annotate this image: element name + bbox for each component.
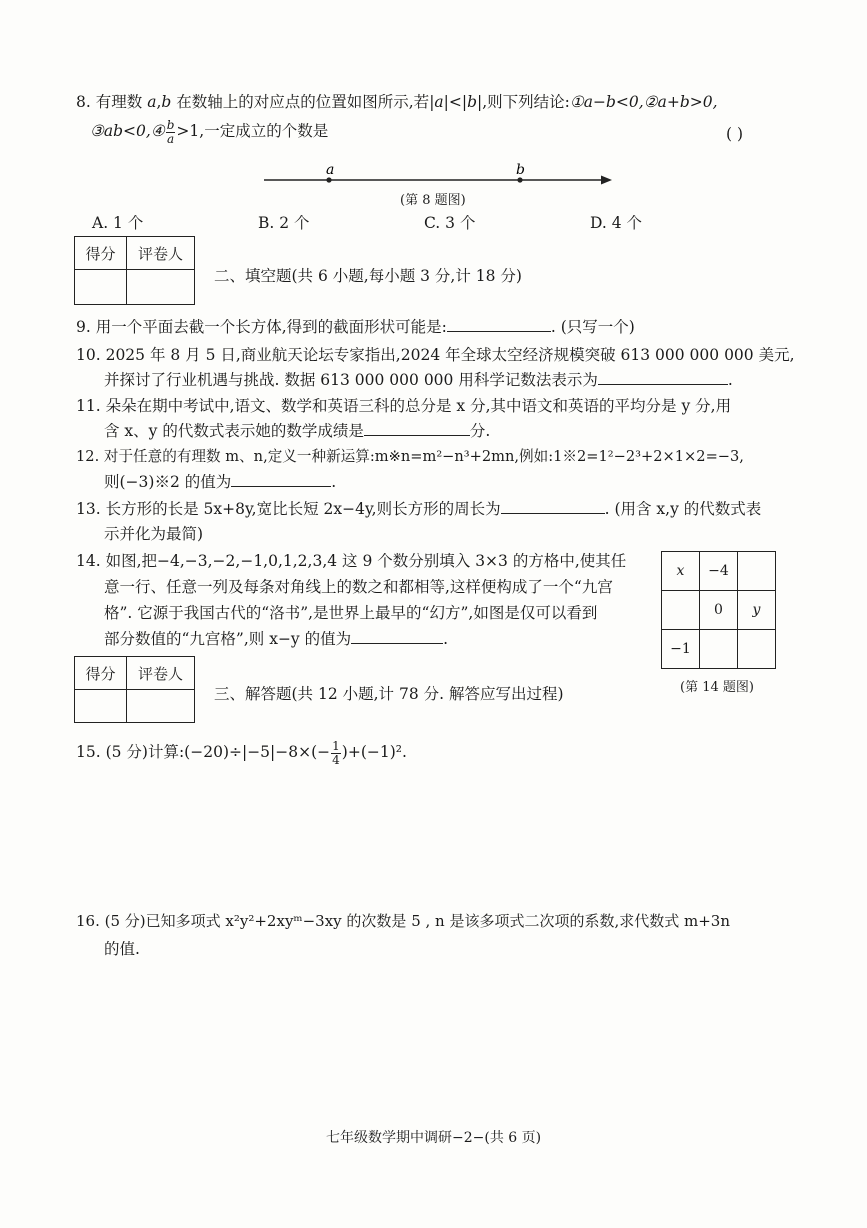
point-b xyxy=(517,177,522,182)
score-box-section3 xyxy=(74,656,195,723)
fraction-one-quarter: $\frac{1}{4}$ xyxy=(332,738,340,767)
magic-square-grid xyxy=(661,551,776,669)
q9: 9. 用一个平面去截一个长方体,得到的截面形状可能是: . (只写一个) xyxy=(76,318,635,336)
number-line-arrow xyxy=(601,176,612,185)
grid-cell-r1c1: x xyxy=(662,552,700,591)
q12-line2: 则(−3)※2 的值为 . xyxy=(104,473,337,491)
grid-cell-r2c3: y xyxy=(738,591,776,630)
grid-cell-r2c1 xyxy=(662,591,700,630)
q14-line3: 格”. 它源于我国古代的“洛书”,是世界上最早的“幻方”,如图是仅可以看到 xyxy=(104,604,598,622)
grid-cell-r3c2 xyxy=(700,630,738,669)
grid-cell-r1c3 xyxy=(738,552,776,591)
score-box-section2 xyxy=(74,236,195,305)
axis-label-a: a xyxy=(326,162,335,178)
score-cell xyxy=(75,270,127,305)
score-header: 得分 xyxy=(75,657,127,690)
q8-option-a: A. 1 个 xyxy=(92,214,144,232)
page-footer: 七年级数学期中调研−2−(共 6 页) xyxy=(326,1130,542,1146)
score-header: 得分 xyxy=(75,237,127,270)
q14-line1: 14. 如图,把−4,−3,−2,−1,0,1,2,3,4 这 9 个数分别填入 3×3 的方格中,使其任 xyxy=(76,552,627,570)
q13-line1: 13. 长方形的长是 5x+8y,宽比长短 2x−4y,则长方形的周长为 . (用含 x,y 的代数式表 xyxy=(76,500,762,518)
section2-title: 二、填空题(共 6 小题,每小题 3 分,计 18 分) xyxy=(214,267,522,285)
q10-line2: 并探讨了行业机遇与挑战. 数据 613 000 000 000 用科学记数法表示为 . xyxy=(104,371,733,389)
number-line-figure xyxy=(258,160,618,190)
q8-option-b: B. 2 个 xyxy=(258,214,310,232)
q8-option-d: D. 4 个 xyxy=(590,214,643,232)
q16-line1: 16. (5 分)已知多项式 x²y²+2xyᵐ−3xy 的次数是 5 , n 是该多项式二次项的系数,求代数式 m+3n xyxy=(76,912,731,930)
q11-answer-blank[interactable] xyxy=(364,421,470,436)
q8-line1: 8. 有理数 a,b 在数轴上的对应点的位置如图所示,若|a|<|b|,则下列结论:①a−b<0,②a+b>0, xyxy=(76,93,718,111)
q11-line2: 含 x、y 的代数式表示她的数学成绩是 分. xyxy=(104,422,491,440)
grader-header: 评卷人 xyxy=(127,237,195,270)
grid-cell-r3c1: −1 xyxy=(662,630,700,669)
q12-answer-blank[interactable] xyxy=(231,472,331,487)
point-a xyxy=(326,177,331,182)
q10-answer-blank[interactable] xyxy=(598,370,728,385)
q13-line2: 示并化为最简) xyxy=(104,525,204,543)
grader-header: 评卷人 xyxy=(127,657,195,690)
q11-line1: 11. 朵朵在期中考试中,语文、数学和英语三科的总分是 x 分,其中语文和英语的平均分是 y 分,用 xyxy=(76,397,732,415)
q14-line4: 部分数值的“九宫格”,则 x−y 的值为 . xyxy=(104,630,449,648)
grader-cell xyxy=(127,270,195,305)
grid-cell-r1c2: −4 xyxy=(700,552,738,591)
q14-answer-blank[interactable] xyxy=(351,629,443,644)
q8-line2: ③ab<0,④ $\frac{b}{a}$ >1,一定成立的个数是 xyxy=(90,117,329,146)
q9-answer-blank[interactable] xyxy=(447,317,551,332)
q10-line1: 10. 2025 年 8 月 5 日,商业航天论坛专家指出,2024 年全球太空经济规模突破 613 000 000 000 美元, xyxy=(76,346,795,364)
grader-cell xyxy=(127,690,195,723)
q16-line2: 的值. xyxy=(104,940,140,958)
q8-figure-caption: (第 8 题图) xyxy=(400,193,466,208)
q8-option-c: C. 3 个 xyxy=(424,214,476,232)
score-cell xyxy=(75,690,127,723)
q14-figure-caption: (第 14 题图) xyxy=(680,680,754,695)
q8-answer-paren: ( ) xyxy=(726,125,744,143)
q12-line1: 12. 对于任意的有理数 m、n,定义一种新运算:m※n=m²−n³+2mn,例如:1※2=1²−2³+2×1×2=−3, xyxy=(76,448,744,465)
section3-title: 三、解答题(共 12 小题,计 78 分. 解答应写出过程) xyxy=(214,685,564,703)
grid-cell-r2c2: 0 xyxy=(700,591,738,630)
q15: 15. (5 分)计算:(−20)÷|−5|−8×(− $\frac{1}{4}$ )+(−1)². xyxy=(76,738,407,767)
axis-label-b: b xyxy=(516,162,525,178)
q13-answer-blank[interactable] xyxy=(501,499,605,514)
fraction-b-over-a: $\frac{b}{a}$ xyxy=(166,117,175,146)
grid-cell-r3c3 xyxy=(738,630,776,669)
q14-line2: 意一行、任意一列及每条对角线上的数之和都相等,这样便构成了一个“九宫 xyxy=(104,578,613,596)
